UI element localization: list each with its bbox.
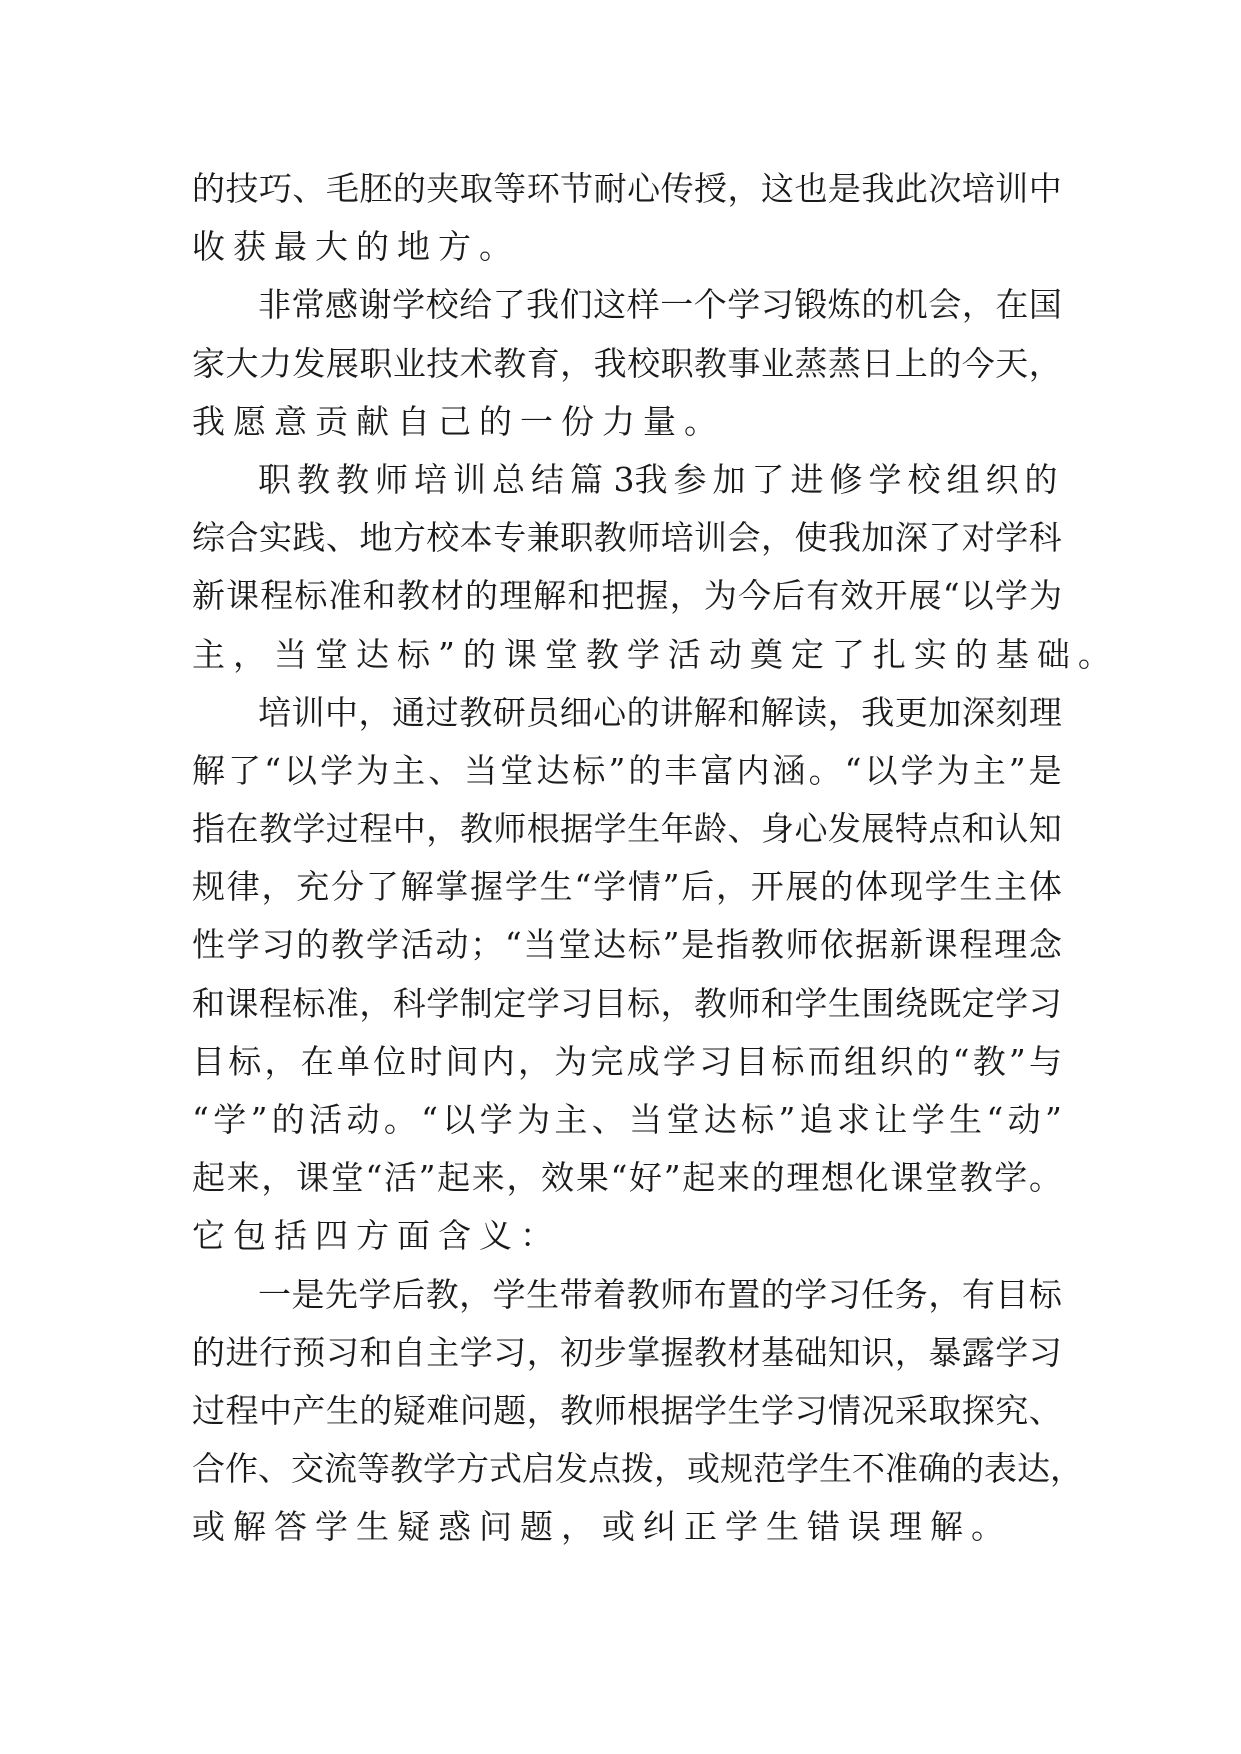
paragraph-line: 它包括四方面含义： bbox=[192, 1216, 561, 1256]
section-number: 篇 3 bbox=[570, 459, 635, 499]
paragraph-line: 非 常 感 谢 学 校 给 了 我 们 这 样 一 个 学 习 锻 炼 的 机 会 ， 在 国 bbox=[258, 285, 1062, 325]
paragraph-line: 或解答学生疑惑问题，或纠正学生错误理解。 bbox=[192, 1507, 1012, 1547]
paragraph-line: 新 课 程 标 准 和 教 材 的 理 解 和 把 握 ， 为 今 后 有 效 开 展 “ 以 学 为 bbox=[192, 576, 1062, 616]
paragraph-line: 起 来 ， 课 堂 “ 活 ” 起 来 ， 效 果 “ 好 ” 起 来 的 理 想 化 课 堂 教 学 。 bbox=[192, 1158, 1062, 1198]
paragraph-line: 规 律 ， 充 分 了 解 掌 握 学 生 “ 学 情 ” 后 ， 开 展 的 体 现 学 生 主 体 bbox=[192, 867, 1062, 907]
paragraph-line: 解 了 “ 以 学 为 主 、 当 堂 达 标 ” 的 丰 富 内 涵 。 “ 以 学 为 主 ” 是 bbox=[192, 750, 1062, 790]
paragraph-line: 指 在 教 学 过 程 中 ， 教 师 根 据 学 生 年 龄 、 身 心 发 展 特 点 和 认 知 bbox=[192, 809, 1062, 849]
paragraph-line: 综 合 实 践 、 地 方 校 本 专 兼 职 教 师 培 训 会 ， 使 我 加 深 了 对 学 科 bbox=[192, 518, 1062, 558]
paragraph-line: 主，当堂达标”的课堂教学活动奠定了扎实的基础。 bbox=[192, 634, 1119, 674]
paragraph-line: 和 课 程 标 准 ， 科 学 制 定 学 习 目 标 ， 教 师 和 学 生 围 绕 既 定 学 习 bbox=[192, 983, 1062, 1023]
paragraph-line: 目 标 ， 在 单 位 时 间 内 ， 为 完 成 学 习 目 标 而 组 织 的 “ 教 ” 与 bbox=[192, 1041, 1062, 1081]
paragraph-line: 合 作 、 交 流 等 教 学 方 式 启 发 点 拨 ， 或 规 范 学 生 不 准 确 的 表 达 ， bbox=[192, 1449, 1083, 1489]
paragraph-line: 我愿意贡献自己的一份力量。 bbox=[192, 401, 725, 441]
section-lead-text: 我参加了进修学校组织的 bbox=[634, 459, 1064, 499]
section-title: 职教教师培训总结 bbox=[258, 459, 570, 499]
paragraph-line: 的 进 行 预 习 和 自 主 学 习 ， 初 步 掌 握 教 材 基 础 知 识 ， 暴 露 学 习 bbox=[192, 1332, 1062, 1372]
document-body bbox=[192, 160, 1119, 1557]
paragraph-line: 一 是 先 学 后 教 ， 学 生 带 着 教 师 布 置 的 学 习 任 务 ， 有 目 标 bbox=[258, 1274, 1062, 1314]
paragraph-line: 收获最大的地方。 bbox=[192, 227, 520, 267]
paragraph-line: “ 学 ” 的 活 动 。 “ 以 学 为 主 、 当 堂 达 标 ” 追 求 让 学 生 “ 动 ” bbox=[192, 1100, 1062, 1139]
paragraph-line: 家 大 力 发 展 职 业 技 术 教 育 ， 我 校 职 教 事 业 蒸 蒸 日 上 的 今 天 ， bbox=[192, 343, 1062, 383]
paragraph-line: 过 程 中 产 生 的 疑 难 问 题 ， 教 师 根 据 学 生 学 习 情 况 采 取 探 究 、 bbox=[192, 1390, 1062, 1430]
paragraph-line: 培 训 中 ， 通 过 教 研 员 细 心 的 讲 解 和 解 读 ， 我 更 加 深 刻 理 bbox=[258, 692, 1062, 732]
paragraph-line: 性 学 习 的 教 学 活 动 ； “ 当 堂 达 标 ” 是 指 教 师 依 据 新 课 程 理 念 bbox=[192, 925, 1062, 965]
paragraph-line: 的 技 巧 、 毛 胚 的 夹 取 等 环 节 耐 心 传 授 ， 这 也 是 我 此 次 培 训 中 bbox=[192, 169, 1062, 208]
section-heading-line bbox=[192, 451, 1062, 509]
